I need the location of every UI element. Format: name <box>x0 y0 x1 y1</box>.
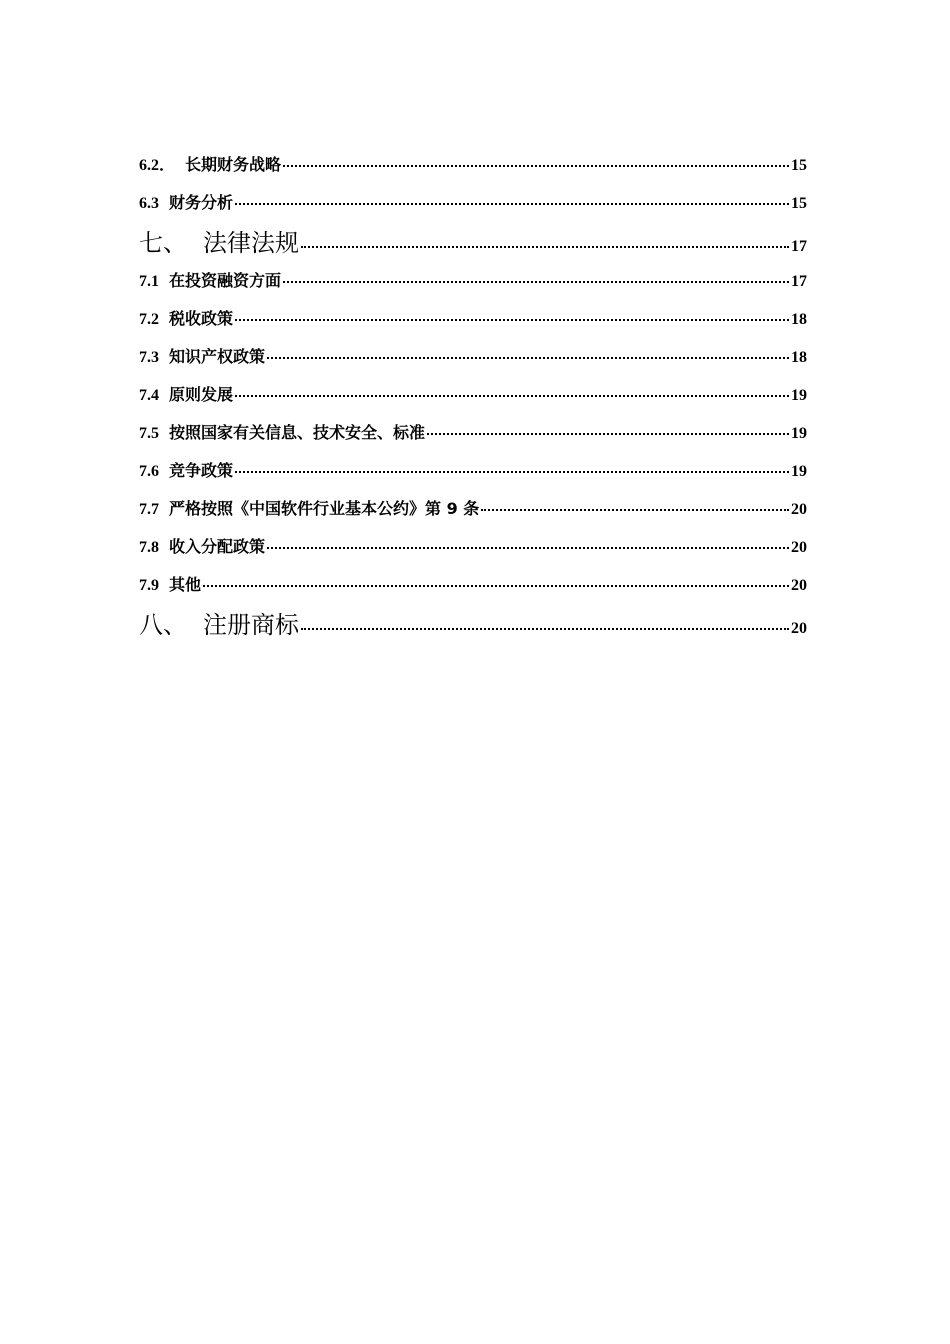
toc-entry-title: 原则发展 <box>169 385 234 404</box>
toc-entry-7-9[interactable] <box>139 565 807 603</box>
toc-entry-title: 按照国家有关信息、技术安全、标准 <box>169 423 426 442</box>
toc-entry-page: 20 <box>791 577 807 594</box>
toc-entry-page: 15 <box>791 157 807 174</box>
toc-entry-number: 七、 <box>139 231 187 257</box>
toc-entry-number: 7.6 <box>139 463 159 480</box>
toc-entry-number: 7.9 <box>139 577 159 594</box>
dot-leader <box>235 471 789 473</box>
toc-entry-number: 7.1 <box>139 273 159 290</box>
toc-entry-7-8[interactable] <box>139 527 807 565</box>
toc-entry-number: 7.8 <box>139 539 159 556</box>
dot-leader <box>267 357 789 359</box>
toc-entry-title: 注册商标 <box>203 611 299 639</box>
toc-entry-7-1[interactable] <box>139 261 807 299</box>
toc-entry-7-5[interactable] <box>139 413 807 451</box>
toc-entry-number: 八、 <box>139 613 187 639</box>
toc-entry-title: 竞争政策 <box>169 461 234 480</box>
toc-entry-title: 严格按照《中国软件行业基本公约》第 9 条 <box>169 499 480 518</box>
dot-leader <box>283 281 789 283</box>
toc-entry-number: 7.4 <box>139 387 159 404</box>
toc-entry-title: 法律法规 <box>203 229 299 257</box>
toc-entry-number: 7.3 <box>139 349 159 366</box>
toc-entry-number: 7.5 <box>139 425 159 442</box>
toc-entry-7-2[interactable] <box>139 299 807 337</box>
dot-leader <box>235 203 789 205</box>
toc-entry-page: 18 <box>791 311 807 328</box>
toc-entry-6-2[interactable] <box>139 145 807 183</box>
toc-entry-number: 6.2． <box>139 157 176 174</box>
toc-entry-title: 在投资融资方面 <box>169 271 282 290</box>
toc-entry-number: 7.2 <box>139 311 159 328</box>
toc-entry-7-4[interactable] <box>139 375 807 413</box>
toc-entry-page: 17 <box>791 238 807 255</box>
toc-entry-page: 19 <box>791 463 807 480</box>
toc-entry-7-7[interactable] <box>139 489 807 527</box>
dot-leader <box>235 395 789 397</box>
toc-entry-title: 收入分配政策 <box>169 537 266 556</box>
toc-entry-title: 长期财务战略 <box>185 155 282 174</box>
dot-leader <box>203 585 789 587</box>
toc-entry-6-3[interactable] <box>139 183 807 221</box>
toc-entry-number: 7.7 <box>139 501 159 518</box>
dot-leader <box>427 433 789 435</box>
toc-entry-page: 20 <box>791 501 807 518</box>
table-of-contents <box>139 145 807 643</box>
toc-entry-title: 其他 <box>169 575 202 594</box>
dot-leader <box>301 628 789 630</box>
toc-entry-7-6[interactable] <box>139 451 807 489</box>
dot-leader <box>235 319 789 321</box>
toc-entry-page: 20 <box>791 539 807 556</box>
dot-leader <box>283 165 789 167</box>
toc-entry-title: 财务分析 <box>169 193 234 212</box>
toc-entry-page: 17 <box>791 273 807 290</box>
toc-entry-page: 20 <box>791 620 807 637</box>
dot-leader <box>481 509 789 511</box>
dot-leader <box>267 547 789 549</box>
toc-entry-title: 知识产权政策 <box>169 347 266 366</box>
dot-leader <box>301 246 789 248</box>
toc-entry-chapter-8[interactable] <box>139 603 807 643</box>
toc-entry-page: 15 <box>791 195 807 212</box>
toc-entry-number: 6.3 <box>139 195 159 212</box>
toc-entry-page: 18 <box>791 349 807 366</box>
toc-entry-7-3[interactable] <box>139 337 807 375</box>
toc-entry-title: 税收政策 <box>169 309 234 328</box>
toc-entry-chapter-7[interactable] <box>139 221 807 261</box>
toc-entry-page: 19 <box>791 425 807 442</box>
toc-entry-page: 19 <box>791 387 807 404</box>
